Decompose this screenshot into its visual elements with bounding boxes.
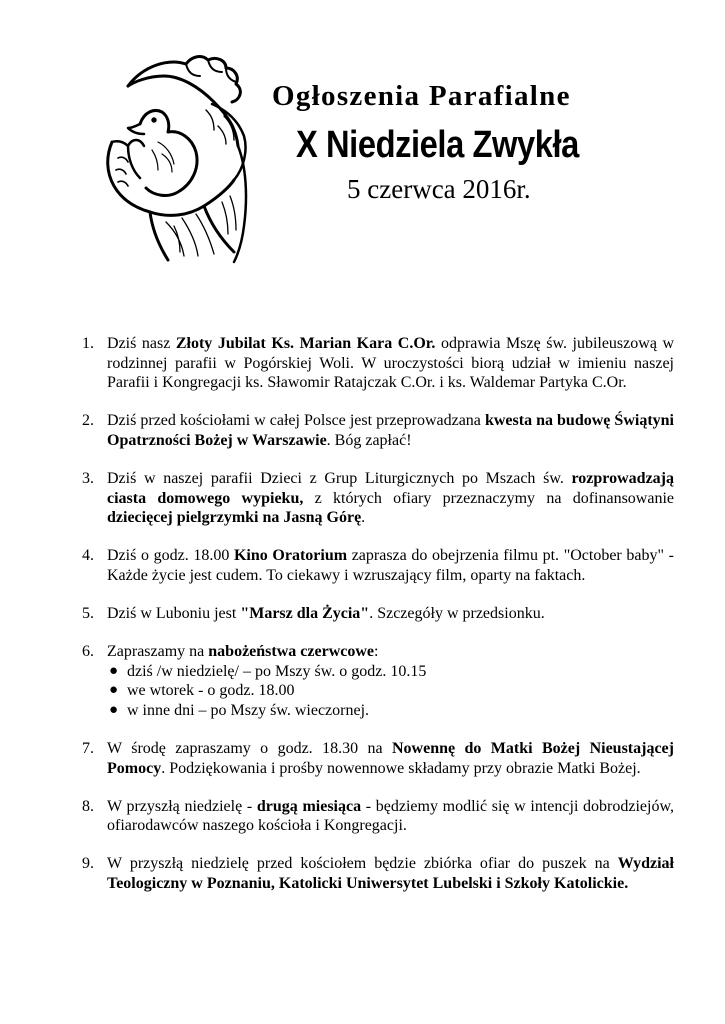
announcement-item xyxy=(82,604,674,624)
announcement-text xyxy=(107,642,674,662)
bullet-icon: ● xyxy=(109,701,119,718)
announcement-number: 7. xyxy=(82,739,94,757)
list-item-text: dziś /w niedzielę/ – po Mszy św. o godz. 10.15 xyxy=(127,662,427,680)
list-item-text: we wtorek - o godz. 18.00 xyxy=(127,682,295,700)
text-segment: . Szczegóły w przedsionku. xyxy=(369,604,545,622)
list-item xyxy=(107,681,674,701)
emphasis-text: nabożeństwa czerwcowe xyxy=(208,643,375,661)
service-times-list xyxy=(107,662,674,721)
header-title: Ogłoszenia Parafialne xyxy=(272,80,571,112)
text-segment: Dziś przed kościołami w całej Polsce jest przeprowadzana xyxy=(107,412,485,430)
text-segment: Dziś nasz xyxy=(107,335,176,352)
announcement-list xyxy=(82,334,674,912)
announcement-number: 1. xyxy=(82,335,94,352)
announcement-text xyxy=(107,739,674,778)
sunday-name: X Niedziela Zwykła xyxy=(296,124,579,166)
emphasis-text: kwesta na budowę Świątyni Opatrzności Bożej w Warszawie xyxy=(107,412,674,449)
list-item xyxy=(107,662,674,682)
list-item xyxy=(107,701,674,721)
announcement-text xyxy=(107,411,674,450)
text-segment: odprawia Mszę św. jubileuszową w rodzinnej parafii w Pogórskiej Woli. W uroczystości biorą udział w imieniu naszej Parafii i Kongregacji ks. Sławomir Ratajczak C.Or. i ks. Waldemar Partyka C.Or. xyxy=(107,335,675,392)
text-segment: Dziś w Luboniu jest xyxy=(107,604,241,622)
text-segment: z których ofiary przeznaczymy na dofinansowanie xyxy=(303,489,674,507)
announcement-item xyxy=(82,469,674,528)
text-segment: W przyszłą niedzielę - xyxy=(107,797,257,815)
text-segment: . Bóg zapłać! xyxy=(326,431,412,449)
emphasis-text: Nowennę do Matki Bożej Nieustającej Pomocy xyxy=(107,739,674,777)
bullet-icon: ● xyxy=(109,682,119,699)
list-item-text: w inne dni – po Mszy św. wieczornej. xyxy=(127,701,370,719)
text-segment: - będziemy modlić się w intencji dobrodziejów, ofiarodawców naszego kościoła i Kongregacji. xyxy=(107,797,674,835)
announcement-number: 3. xyxy=(82,469,94,487)
announcement-number: 4. xyxy=(82,547,94,565)
announcement-number: 2. xyxy=(82,412,94,430)
announcement-item xyxy=(82,642,674,720)
emphasis-text: Wydział Teologiczny w Poznaniu, Katolicki Uniwersytet Lubelski i Szkoły Katolickie. xyxy=(107,855,674,892)
text-segment: W środę zapraszamy o godz. 18.30 na xyxy=(107,739,392,757)
announcement-text xyxy=(107,546,674,585)
announcement-text xyxy=(107,797,674,836)
date: 5 czerwca 2016r. xyxy=(347,174,531,204)
announcement-item xyxy=(82,334,674,393)
announcement-item xyxy=(82,739,674,778)
text-segment: Zapraszamy na xyxy=(107,643,209,661)
text-segment: : xyxy=(374,643,379,661)
bullet-icon: ● xyxy=(109,662,119,679)
text-segment: Dziś w naszej parafii Dzieci z Grup Liturgicznych po Mszach św. xyxy=(107,469,572,487)
emphasis-text: rozprowadzają ciasta domowego wypieku, xyxy=(107,469,674,507)
announcement-text xyxy=(107,334,674,393)
announcement-number: 6. xyxy=(82,643,94,661)
announcement-item xyxy=(82,546,674,585)
text-segment: . Podziękowania i prośby nowennowe składamy przy obrazie Matki Bożej. xyxy=(161,759,641,777)
announcement-text xyxy=(107,854,674,893)
emphasis-text: "Marsz dla Życia" xyxy=(240,604,370,622)
announcement-number: 8. xyxy=(82,797,94,815)
announcement-item xyxy=(82,797,674,836)
text-segment: Dziś o godz. 18.00 xyxy=(107,547,234,565)
announcement-item xyxy=(82,854,674,893)
text-segment: W przyszłą niedzielę przed kościołem będzie zbiórka ofiar do puszek na xyxy=(107,855,618,873)
emphasis-text: drugą miesiąca xyxy=(256,797,362,815)
emphasis-text: dziecięcej pielgrzymki na Jasną Górę xyxy=(107,509,362,527)
announcement-number: 9. xyxy=(82,855,94,873)
announcement-number: 5. xyxy=(82,604,94,622)
text-segment: . xyxy=(361,509,366,527)
announcement-text xyxy=(107,469,674,528)
emphasis-text: Złoty Jubilat Ks. Marian Kara C.Or. xyxy=(175,335,436,352)
announcement-item xyxy=(82,411,674,450)
text-segment: zaprasza do obejrzenia filmu pt. "October baby" - Każde życie jest cudem. To ciekawy i wzruszający film, oparty na faktach. xyxy=(107,547,674,584)
emphasis-text: Kino Oratorium xyxy=(233,547,348,565)
announcement-text xyxy=(107,604,674,624)
hands-holding-dove-icon xyxy=(88,46,260,272)
